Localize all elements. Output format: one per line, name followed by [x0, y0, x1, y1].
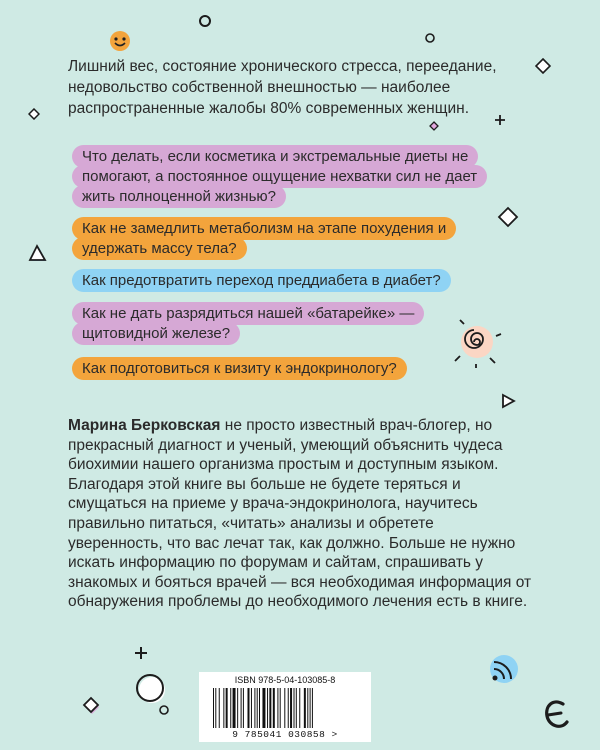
small-circle-icon — [198, 14, 212, 28]
isbn-number: ISBN 978-5-04-103085-8 — [234, 675, 336, 685]
question-2 — [72, 219, 492, 259]
question-3 — [72, 271, 512, 291]
question-1 — [72, 147, 512, 207]
barcode-digits: 9 785041 030858 > — [232, 729, 338, 740]
diamond-icon — [81, 696, 101, 716]
isbn-barcode — [199, 672, 371, 742]
diamond-icon — [497, 206, 519, 230]
question-1-text: Что делать, если косметика и экстремальные диеты не помогают, а постоянное ощущение нехватки сил не дает жить полноценной жизнью? — [72, 145, 487, 208]
question-5-text: Как подготовиться к визиту к эндокринологу? — [72, 357, 407, 380]
circles-icon — [128, 660, 178, 716]
author-bio-paragraph — [68, 416, 532, 612]
author-name: Марина Берковская — [68, 417, 221, 434]
diamond-icon — [28, 108, 40, 120]
play-triangle-icon — [500, 393, 516, 409]
wifi-signal-icon — [482, 651, 520, 691]
question-4 — [72, 304, 462, 344]
author-bio-text: не просто известный врач-блогер, но прекрасный диагност и ученый, умеющий объяснить чудеса биохимии нашего организма простым и доступным языком. Благодаря этой книге вы больше не будете теряться и смущаться на приеме у врача-эндокринолога, научитесь правильно питаться, «читать» анализы и обретете уверенность, что вас лечат так, как должно. Больше не нужно искать информацию по форумам и сайтам, спрашивать у знакомых и бояться врачей — вся необходимая информация от обнаружения проблемы до необходимого лечения есть в книге. — [68, 417, 532, 611]
plus-icon — [134, 646, 148, 660]
small-circle-icon — [424, 32, 436, 44]
question-2-text: Как не замедлить метаболизм на этапе похудения и удержать массу тела? — [72, 217, 456, 260]
question-5 — [72, 359, 512, 379]
smiley-icon — [106, 29, 134, 53]
question-3-text: Как предотвратить переход преддиабета в диабет? — [72, 269, 451, 292]
publisher-logo-icon — [541, 696, 571, 736]
barcode-bars — [209, 688, 361, 728]
intro-paragraph: Лишний вес, состояние хронического стресса, переедание, недовольство собственной внешностью — наиболее распространенные жалобы 80% современных женщин. — [68, 58, 497, 117]
question-4-text: Как не дать разрядиться нашей «батарейке» — щитовидной железе? — [72, 302, 424, 345]
diamond-icon — [429, 121, 439, 131]
triangle-icon — [28, 244, 48, 264]
